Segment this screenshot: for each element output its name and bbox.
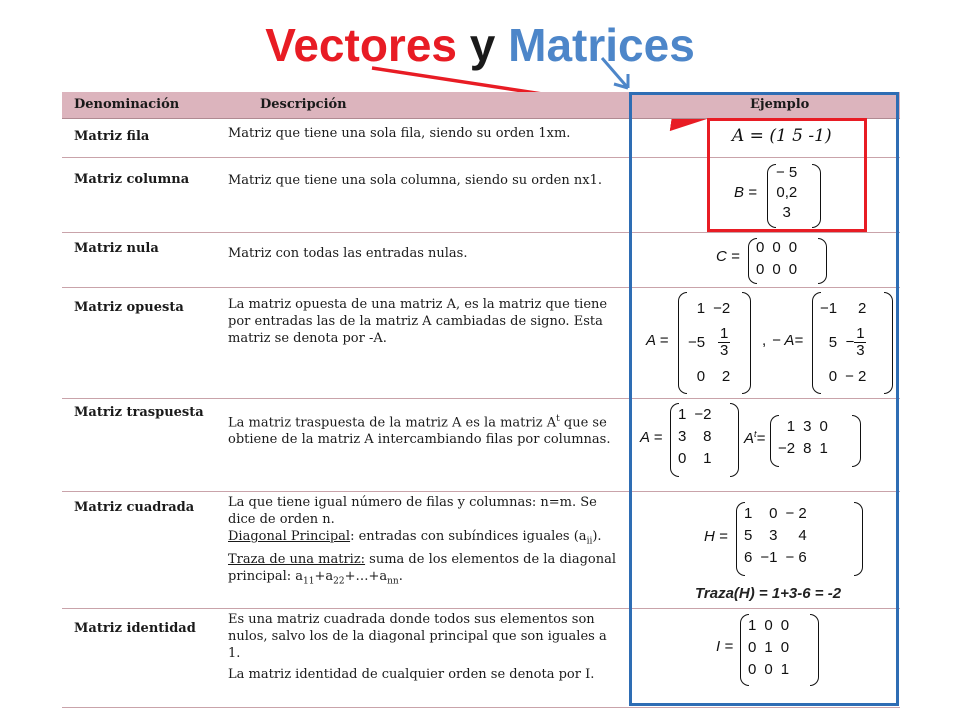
fraction-denominator: 3 <box>720 341 729 359</box>
matrix-cell: 0 <box>780 616 790 634</box>
row-name: Matriz traspuesta <box>74 405 204 420</box>
row-name: Matriz identidad <box>74 621 196 636</box>
matrix-label: H = <box>704 528 728 545</box>
matrix-cell: 0 <box>696 367 706 385</box>
matrix-cell: −2 <box>778 439 796 457</box>
desc-paragraph: La que tiene igual número de filas y columnas: n=m. Se dice de orden n. <box>228 495 597 527</box>
matrix-cell: 3 <box>678 427 687 445</box>
paren-right-icon <box>812 164 821 228</box>
matrix-cell: 8 <box>703 427 712 445</box>
example-matriz-opuesta <box>646 290 894 396</box>
matrix-label: C = <box>716 248 740 265</box>
title-word-y: y <box>469 19 496 71</box>
matrix-cell: 1 <box>780 660 790 678</box>
matrix-cell <box>709 322 734 362</box>
matrix-cell: 0 <box>828 367 838 385</box>
separator-comma: , <box>762 332 767 349</box>
paren-right-icon <box>818 238 827 284</box>
row-description: Matriz con todas las entradas nulas. <box>228 246 468 261</box>
fraction-numerator: 1 <box>856 324 865 342</box>
matrix-body <box>744 614 793 680</box>
matrix-cell: 3 <box>782 203 791 221</box>
matrix-cell: 2 <box>858 299 867 317</box>
row-description: La matriz traspuesta de la matriz A es la matriz $A^t$ que se obtiene de la matriz A intercambiando filas por columnas. <box>228 414 611 448</box>
header-descripcion: Descripción <box>260 97 347 112</box>
matrix-cell: 0 <box>780 638 790 656</box>
matrix-cell: − 2 <box>785 504 807 522</box>
paren-right-icon <box>810 614 819 686</box>
matrix-cell: 1 <box>764 638 773 656</box>
matrix-cell: 1 <box>696 299 706 317</box>
matrix-body <box>772 162 801 222</box>
example-matriz-nula <box>716 236 836 284</box>
paren-right-icon <box>854 502 863 576</box>
sign: − <box>845 332 855 350</box>
matrix-cell: 1 <box>748 616 757 634</box>
matrix-label: B = <box>734 184 757 201</box>
example-matriz-fila: A = (1 5 -1) <box>732 126 832 146</box>
matrix-cell: 0 <box>748 660 757 678</box>
row-name: Matriz nula <box>74 241 159 256</box>
paren-right-icon <box>730 403 739 477</box>
desc-paragraph: La matriz identidad de cualquier orden se denota por I. <box>228 667 595 682</box>
matrix-cell: − 5 <box>776 163 798 181</box>
header-ejemplo: Ejemplo <box>750 97 810 112</box>
matrix-cell: −2 <box>694 405 712 423</box>
matrix-cell: 0 <box>769 504 778 522</box>
matrix-cell: 0 <box>788 260 798 278</box>
row-description: Matriz que tiene una sola columna, siendo su orden nx1. <box>228 173 602 188</box>
matrix-label-neg-a: − A= <box>772 332 804 349</box>
matrix-cell: − 6 <box>785 548 807 566</box>
matrix-label-a: A = <box>646 332 669 349</box>
traza-formula: Traza(H) = 1+3-6 = -2 <box>695 585 842 602</box>
title-word-vectores: Vectores <box>265 19 457 71</box>
matrix-cell: 0 <box>772 260 781 278</box>
matrix-cell: 3 <box>769 526 778 544</box>
paren-right-icon <box>884 292 893 394</box>
fraction-denominator: 3 <box>856 341 865 359</box>
desc-paragraph: Traza de una matriz: suma de los elementos de la diagonal principal: $a_{11}+a_{22}+\dots+a_{nn}$. <box>228 551 617 587</box>
example-matriz-traspuesta <box>640 401 862 481</box>
example-matriz-columna <box>734 162 814 228</box>
row-name: Matriz opuesta <box>74 300 184 315</box>
fraction-numerator: 1 <box>720 324 729 342</box>
matrix-cell: 1 <box>678 405 687 423</box>
matrix-cell: 4 <box>798 526 807 544</box>
desc-paragraph: Es una matriz cuadrada donde todos sus elementos son nulos, salvo los de la diagonal principal que son iguales a 1. <box>228 612 607 661</box>
matrix-body <box>740 502 811 568</box>
paren-right-icon <box>852 415 861 467</box>
row-description <box>228 611 618 683</box>
matrix-cell: 0,2 <box>776 183 798 201</box>
row-description <box>228 494 618 590</box>
matrix-cell: 2 <box>721 367 731 385</box>
table-header <box>62 92 900 119</box>
matrix-cell: 5 <box>744 526 753 544</box>
matrix-label-at: $A^t=$ <box>744 429 766 447</box>
matrix-cell: 0 <box>678 449 687 467</box>
matrix-cell: − 2 <box>845 367 867 385</box>
matrix-cell: 6 <box>744 548 753 566</box>
blue-arrow-icon <box>602 58 628 88</box>
matrix-cell <box>841 322 870 362</box>
matrix-cell: 0 <box>819 417 828 435</box>
paren-right-icon <box>742 292 751 394</box>
matrix-cell: 0 <box>764 660 773 678</box>
matrix-cell: 3 <box>803 417 812 435</box>
matrix-body <box>752 236 801 280</box>
matrix-cell: 0 <box>748 638 757 656</box>
desc-paragraph: Diagonal Principal: entradas con subíndices iguales $(a_{ii})$. <box>228 529 602 547</box>
matrix-cell: 0 <box>756 238 765 256</box>
matrix-cell: −1 <box>820 299 838 317</box>
header-denominacion: Denominación <box>74 97 180 112</box>
matrix-body-a <box>684 294 734 390</box>
matrix-cell: 1 <box>786 417 796 435</box>
matrix-cell: 5 <box>828 333 838 351</box>
matrix-cell: −2 <box>713 299 731 317</box>
matrix-cell: 1 <box>744 504 753 522</box>
matrix-cell: 0 <box>788 238 798 256</box>
matrix-cell: 1 <box>819 439 828 457</box>
matrix-cell: 0 <box>764 616 773 634</box>
row-name: Matriz cuadrada <box>74 500 195 515</box>
matrix-label: I = <box>716 638 734 655</box>
row-name: Matriz columna <box>74 172 190 187</box>
example-matriz-identidad <box>716 612 836 686</box>
matrix-cell: 0 <box>772 238 781 256</box>
row-description: Matriz que tiene una sola fila, siendo su orden 1xm. <box>228 126 571 141</box>
matrix-body-at <box>774 415 832 459</box>
row-name: Matriz fila <box>74 129 150 144</box>
matrix-body-neg-a <box>816 294 870 390</box>
matrix-cell: −5 <box>688 333 706 351</box>
matrix-cell: 0 <box>756 260 765 278</box>
matrix-body-a <box>674 403 715 469</box>
row-description: La matriz opuesta de una matriz A, es la matriz que tiene por entradas las de la matriz A cambiadas de signo. Esta matriz se denota por -A. <box>228 297 608 346</box>
matrix-cell: −1 <box>760 548 778 566</box>
matrix-cell: 8 <box>803 439 812 457</box>
matrix-label-a: A = <box>640 429 663 446</box>
title-word-matrices: Matrices <box>508 19 695 71</box>
example-matriz-cuadrada <box>704 500 864 576</box>
matrix-cell: 1 <box>703 449 712 467</box>
